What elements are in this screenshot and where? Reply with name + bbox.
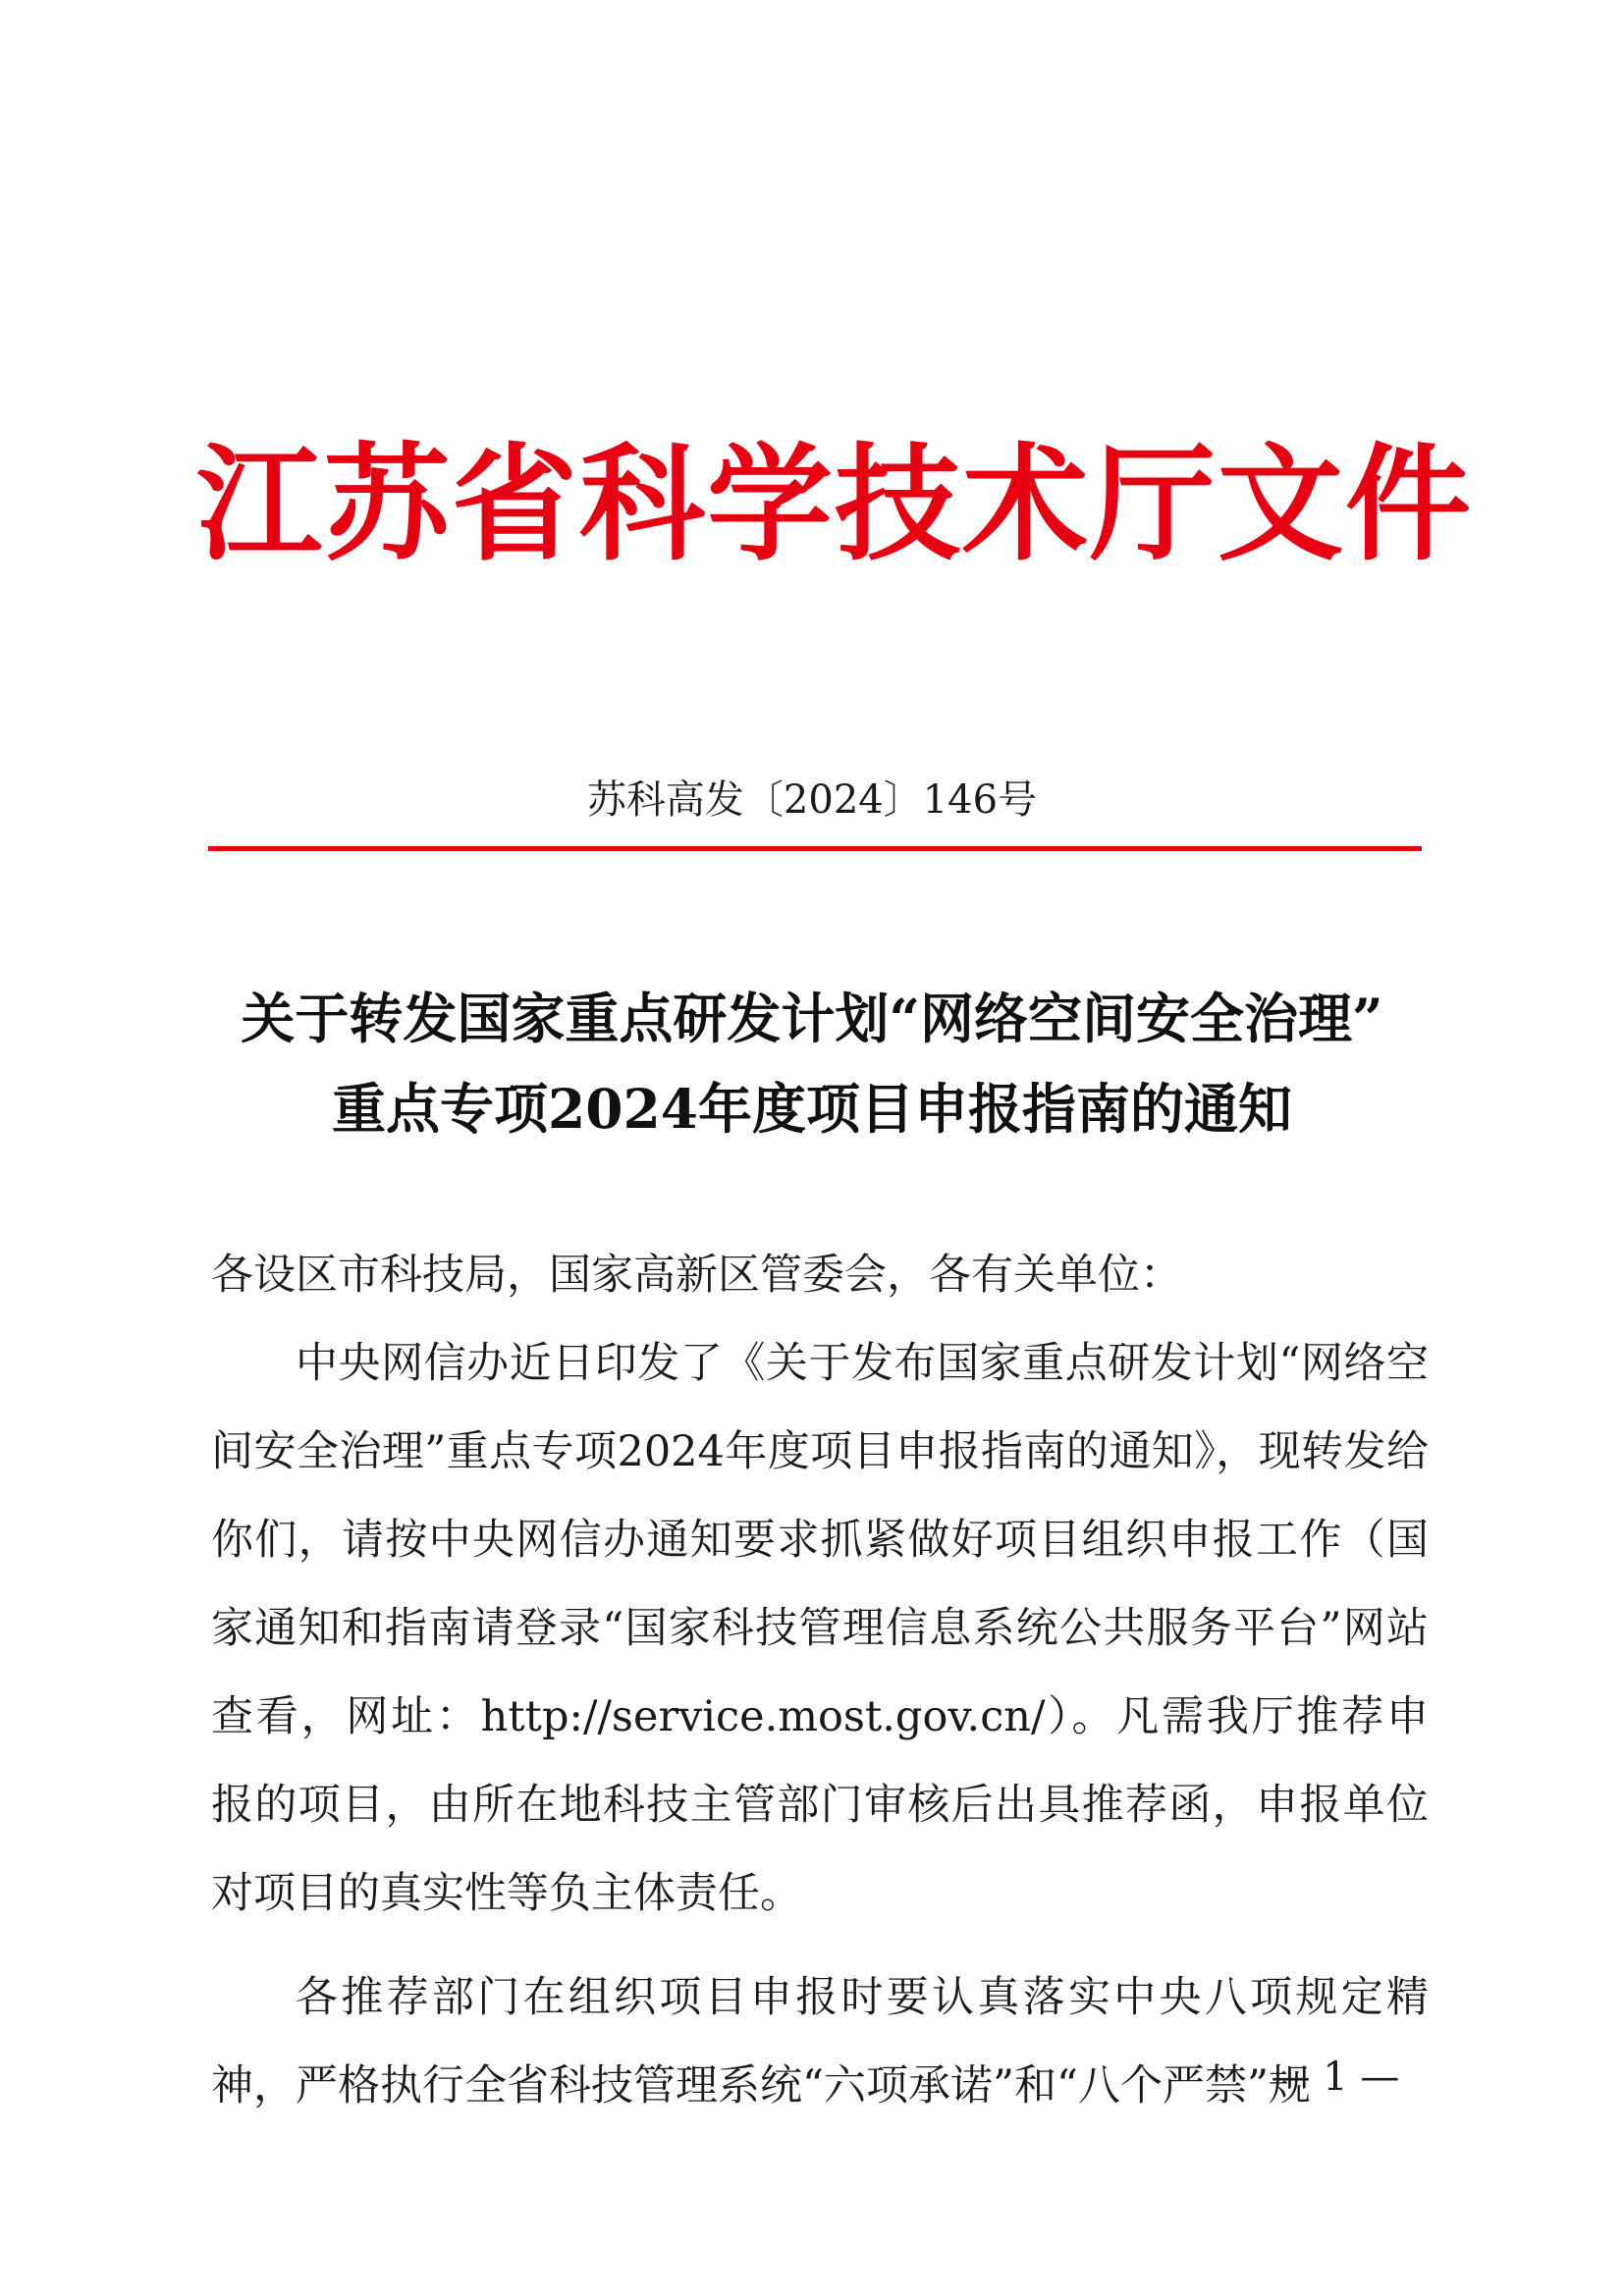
document-number: 苏科高发〔2024〕146号	[586, 777, 1038, 823]
page-number: — 1 —	[1271, 2055, 1400, 2100]
title-line-1: 关于转发国家重点研发计划“网络空间安全治理”	[241, 987, 1383, 1050]
document-title	[196, 974, 1428, 1154]
body-paragraph-2: 各推荐部门在组织项目申报时要认真落实中央八项规定精神，严格执行全省科技管理系统“六项承诺”和“八个严禁”规	[211, 1973, 1429, 2110]
red-separator-line	[208, 846, 1422, 851]
body-paragraph-1: 中央网信办近日印发了《关于发布国家重点研发计划“网络空间安全治理”重点专项2024年度项目申报指南的通知》，现转发给你们，请按中央网信办通知要求抓紧做好项目组织申报工作（国家通知和指南请登录“国家科技管理信息系统公共服务平台”网站查看，网址：http://service.most.gov.cn/）。凡需我厅推荐申报的项目，由所在地科技主管部门审核后出具推荐函，申报单位对项目的真实性等负主体责任。	[211, 1339, 1429, 1918]
salutation: 各设区市科技局，国家高新区管委会，各有关单位：	[211, 1251, 1182, 1300]
document-masthead: 江苏省科学技术厅文件	[196, 432, 1474, 578]
document-body	[211, 1231, 1429, 2130]
title-line-2: 重点专项2024年度项目申报指南的通知	[331, 1077, 1293, 1141]
